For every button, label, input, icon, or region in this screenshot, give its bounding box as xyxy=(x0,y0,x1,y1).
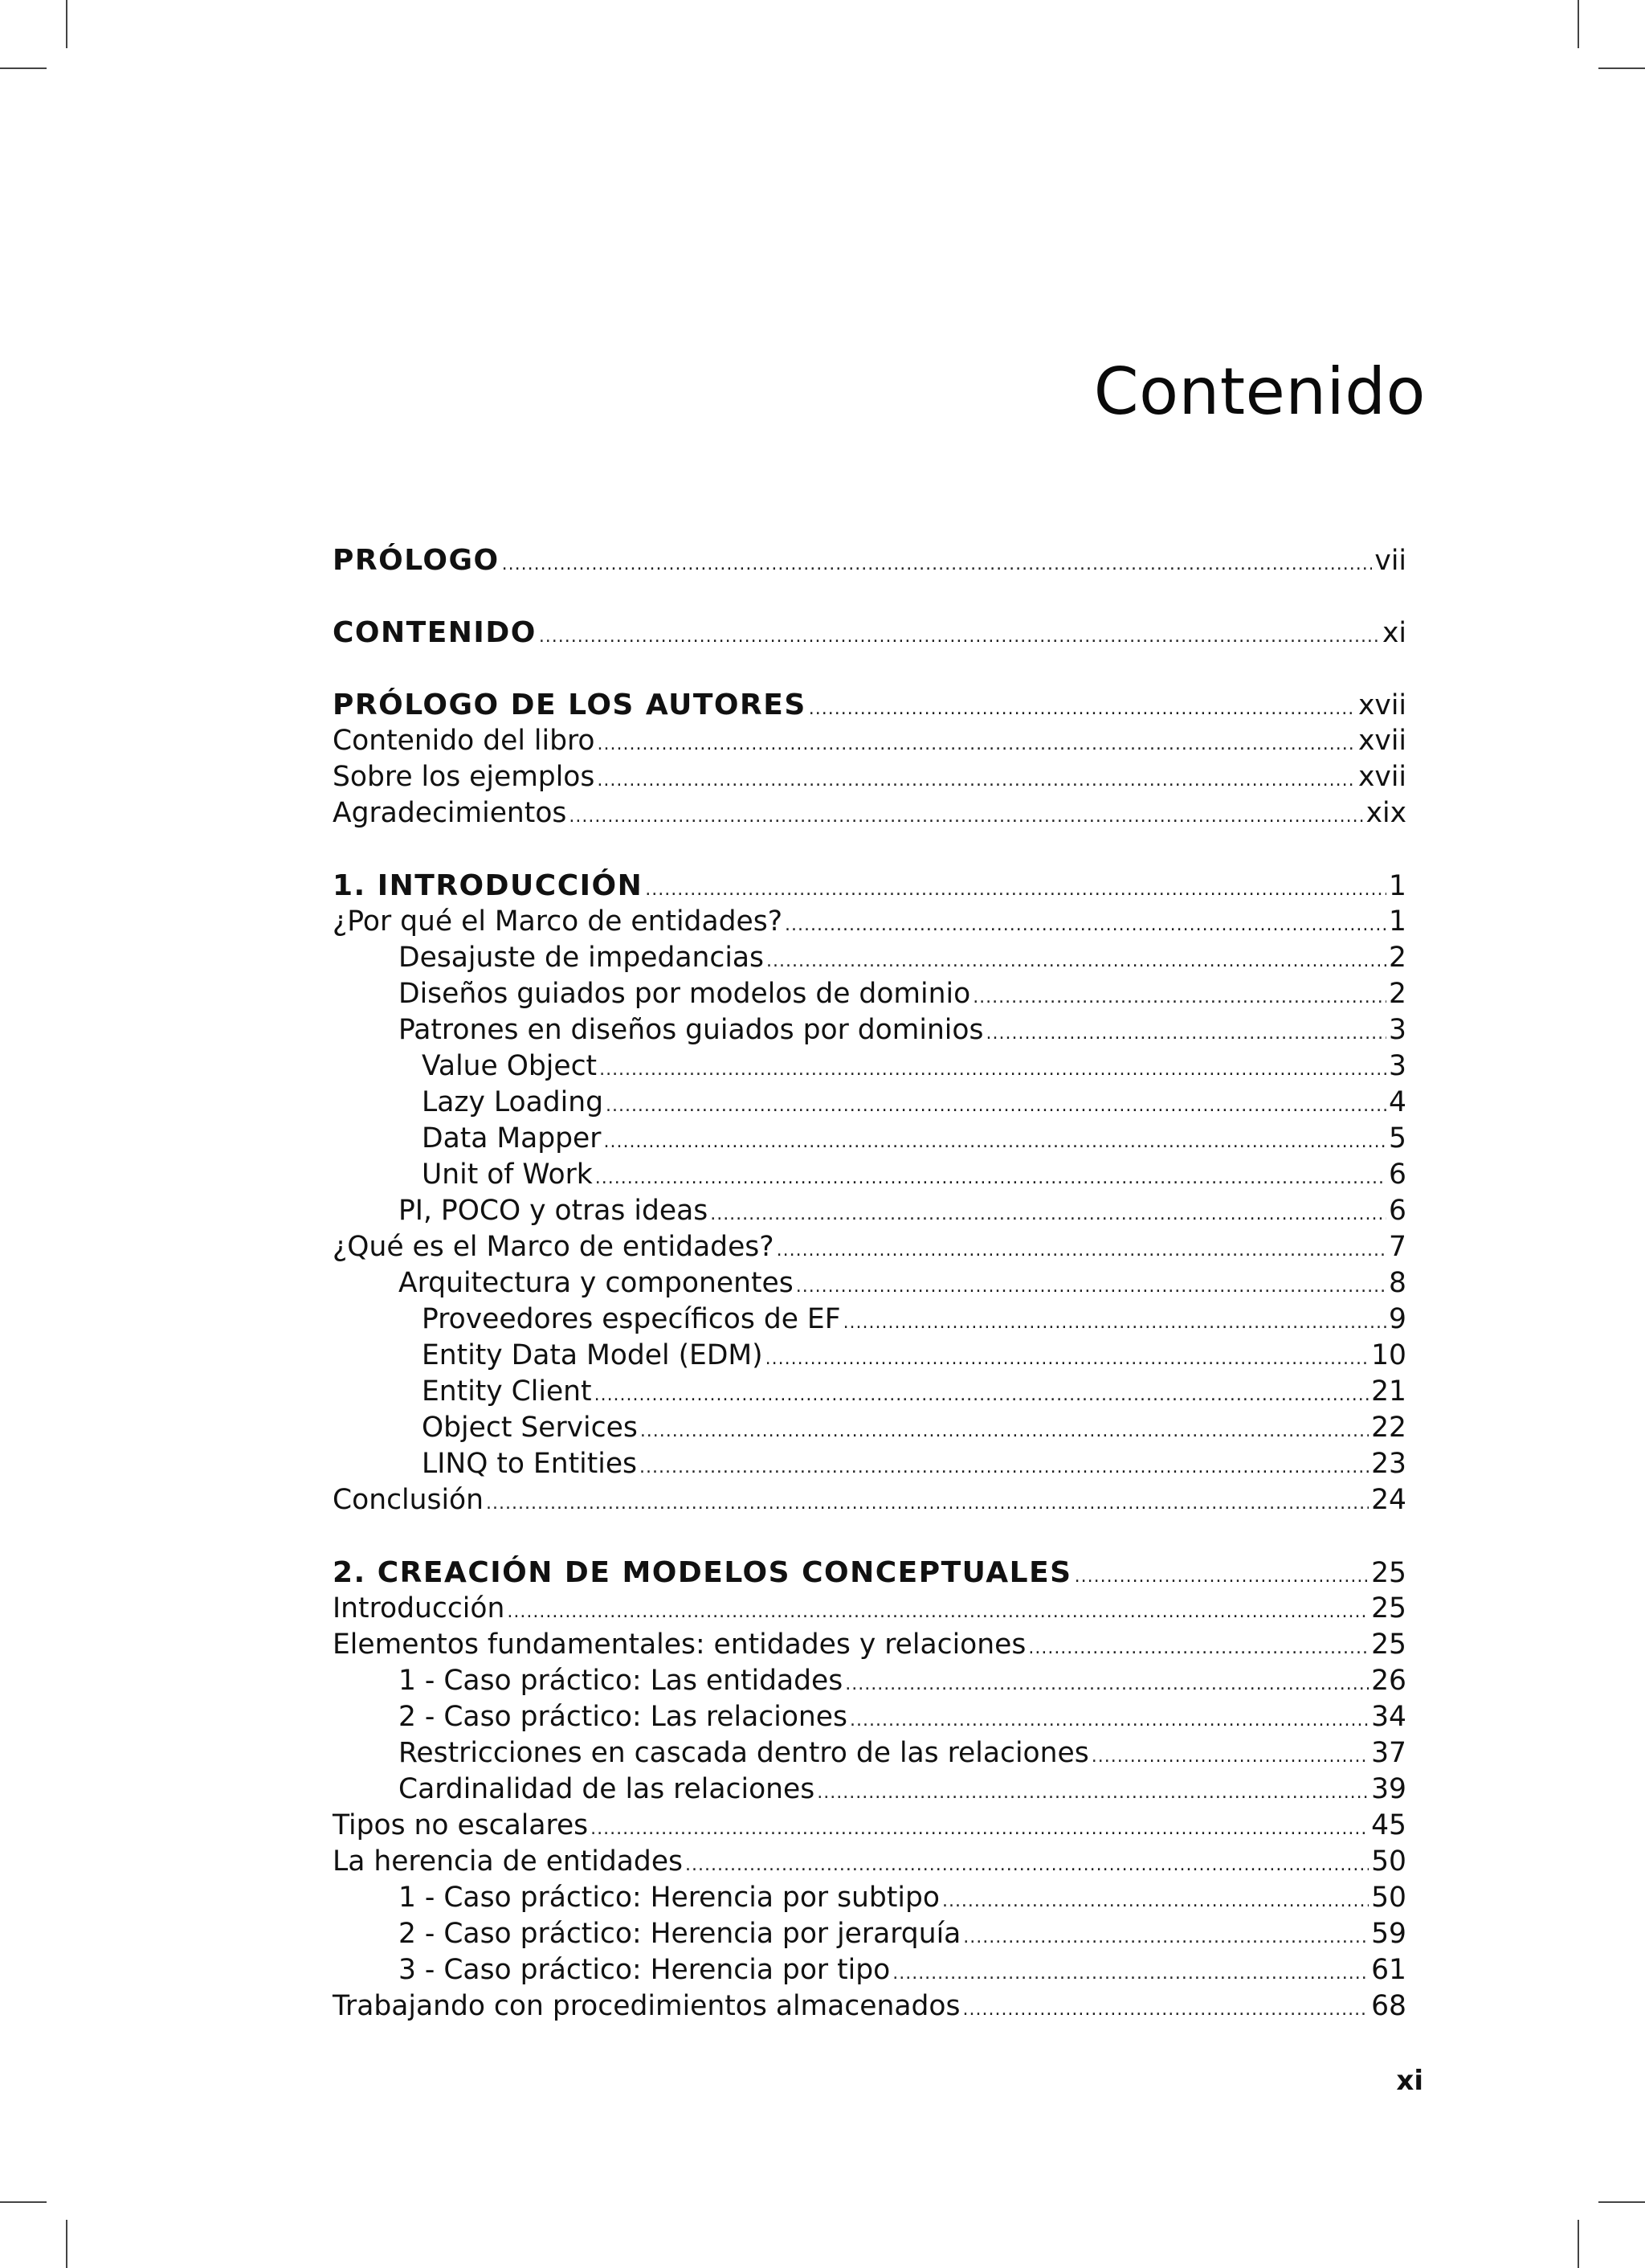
dot-leader xyxy=(502,546,1373,582)
toc-entry xyxy=(333,1808,1406,1844)
toc-entry-title: Arquitectura y componentes xyxy=(398,1267,794,1299)
toc-entry-page: 3 xyxy=(1389,1050,1406,1082)
toc-entry xyxy=(333,1121,1406,1157)
toc-entry-page: xvii xyxy=(1357,761,1406,793)
toc-entry-page: xi xyxy=(1382,617,1406,649)
toc-entry-title: Restricciones en cascada dentro de las relaciones xyxy=(398,1737,1089,1769)
toc-entry-title: Unit of Work xyxy=(422,1159,593,1191)
toc-entry xyxy=(333,1735,1406,1771)
toc-entry-page: 23 xyxy=(1371,1448,1406,1480)
dot-leader xyxy=(845,1666,1369,1702)
toc-entry xyxy=(333,1410,1406,1446)
dot-leader xyxy=(843,1305,1386,1341)
toc-entry-title: Value Object xyxy=(422,1050,598,1082)
toc-entry xyxy=(333,1844,1406,1880)
crop-mark xyxy=(0,2201,47,2203)
toc-entry-title: 1. INTRODUCCIÓN xyxy=(333,869,643,902)
dot-leader xyxy=(569,799,1363,835)
toc-entry-title: La herencia de entidades xyxy=(333,1845,684,1878)
toc-entry xyxy=(333,1952,1406,1988)
toc-entry xyxy=(333,976,1406,1012)
crop-mark xyxy=(1578,0,1579,48)
dot-leader xyxy=(963,1919,1369,1955)
dot-leader xyxy=(486,1485,1369,1522)
toc-entry xyxy=(333,1446,1406,1482)
toc-entry-page: 37 xyxy=(1371,1737,1406,1769)
toc-entry xyxy=(333,759,1406,795)
toc-entry xyxy=(333,1482,1406,1518)
toc-entry-page: 39 xyxy=(1371,1773,1406,1805)
dot-leader xyxy=(599,1052,1386,1088)
toc-entry-title: Elementos fundamentales: entidades y relaciones xyxy=(333,1628,1027,1661)
toc-entry-title: Tipos no escalares xyxy=(333,1809,589,1841)
dot-leader xyxy=(809,691,1356,727)
toc-entry-page: vii xyxy=(1374,545,1406,577)
toc-entry xyxy=(333,1663,1406,1699)
toc-entry-title: Diseños guiados por modelos de dominio xyxy=(398,978,971,1010)
toc-entry xyxy=(333,795,1406,832)
toc-entry-title: Entity Data Model (EDM) xyxy=(422,1339,763,1371)
toc-entry-page: 6 xyxy=(1389,1159,1406,1191)
toc-entry xyxy=(333,1699,1406,1735)
dot-leader xyxy=(817,1775,1369,1811)
crop-mark xyxy=(1578,2220,1579,2268)
dot-leader xyxy=(595,1160,1386,1196)
toc-entry xyxy=(333,1048,1406,1085)
toc-entry-title: Entity Client xyxy=(422,1375,592,1408)
toc-entry-page: 10 xyxy=(1371,1339,1406,1371)
toc-entry xyxy=(333,1627,1406,1663)
toc-entry xyxy=(333,1157,1406,1193)
toc-entry xyxy=(333,615,1406,651)
toc-entry xyxy=(333,1988,1406,2025)
toc-entry-title: Trabajando con procedimientos almacenados xyxy=(333,1990,961,2022)
dot-leader xyxy=(765,1341,1369,1377)
toc-entry-page: xvii xyxy=(1357,725,1406,757)
toc-entry-page: 25 xyxy=(1371,1628,1406,1661)
toc-entry xyxy=(333,1229,1406,1265)
toc-entry-page: 7 xyxy=(1389,1231,1406,1263)
dot-leader xyxy=(973,979,1386,1015)
table-of-contents xyxy=(333,542,1406,2025)
toc-entry-page: 50 xyxy=(1371,1845,1406,1878)
toc-entry xyxy=(333,1265,1406,1302)
toc-entry-page: 26 xyxy=(1371,1665,1406,1697)
toc-entry-title: ¿Por qué el Marco de entidades? xyxy=(333,905,783,938)
toc-entry-page: 22 xyxy=(1371,1412,1406,1444)
crop-mark xyxy=(1598,2201,1645,2203)
toc-entry-page: 59 xyxy=(1371,1918,1406,1950)
toc-entry-page: 4 xyxy=(1389,1086,1406,1118)
toc-entry-title: PRÓLOGO xyxy=(333,544,500,577)
toc-entry-title: PI, POCO y otras ideas xyxy=(398,1195,708,1227)
dot-leader xyxy=(594,1377,1369,1413)
toc-entry-title: 1 - Caso práctico: Las entidades xyxy=(398,1665,843,1697)
crop-mark xyxy=(1598,67,1645,69)
toc-entry-page: 50 xyxy=(1371,1882,1406,1914)
dot-leader xyxy=(645,872,1386,908)
toc-entry-page: 8 xyxy=(1389,1267,1406,1299)
dot-leader xyxy=(942,1883,1369,1919)
toc-entry-page: 21 xyxy=(1371,1375,1406,1408)
toc-entry-page: 25 xyxy=(1371,1557,1406,1589)
toc-entry xyxy=(333,687,1406,723)
toc-entry-page: 24 xyxy=(1371,1484,1406,1516)
toc-entry-title: Proveedores específicos de EF xyxy=(422,1303,841,1335)
toc-entry-title: Cardinalidad de las relaciones xyxy=(398,1773,815,1805)
toc-entry-title: 2. CREACIÓN DE MODELOS CONCEPTUALES xyxy=(333,1556,1072,1589)
toc-entry-title: 2 - Caso práctico: Herencia por jerarquía xyxy=(398,1918,961,1950)
toc-entry xyxy=(333,1302,1406,1338)
toc-entry-page: xix xyxy=(1365,797,1406,829)
dot-leader xyxy=(796,1269,1386,1305)
dot-leader xyxy=(710,1196,1386,1232)
dot-leader xyxy=(640,1413,1369,1449)
toc-entry-title: Conclusión xyxy=(333,1484,484,1516)
toc-entry xyxy=(333,868,1406,904)
toc-entry-page: 5 xyxy=(1389,1122,1406,1154)
toc-entry-page: 6 xyxy=(1389,1195,1406,1227)
toc-entry-title: Patrones en diseños guiados por dominios xyxy=(398,1014,984,1046)
toc-entry-page: 9 xyxy=(1389,1303,1406,1335)
toc-entry-page: 1 xyxy=(1389,870,1406,902)
crop-mark xyxy=(66,2220,67,2268)
dot-leader xyxy=(892,1955,1369,1992)
dot-leader xyxy=(603,1124,1386,1160)
dot-leader xyxy=(685,1847,1369,1883)
toc-entry-page: 68 xyxy=(1371,1990,1406,2022)
toc-entry-page: 2 xyxy=(1389,942,1406,974)
toc-entry-title: 1 - Caso práctico: Herencia por subtipo xyxy=(398,1882,940,1914)
toc-entry xyxy=(333,1338,1406,1374)
toc-entry-title: 2 - Caso práctico: Las relaciones xyxy=(398,1701,847,1733)
toc-entry-title: PRÓLOGO DE LOS AUTORES xyxy=(333,689,806,721)
dot-leader xyxy=(1028,1630,1369,1666)
toc-entry xyxy=(333,1012,1406,1048)
toc-entry xyxy=(333,723,1406,759)
toc-entry-page: 34 xyxy=(1371,1701,1406,1733)
toc-entry-page: 45 xyxy=(1371,1809,1406,1841)
toc-entry-title: 3 - Caso práctico: Herencia por tipo xyxy=(398,1954,891,1986)
toc-entry-title: Data Mapper xyxy=(422,1122,602,1154)
toc-entry-title: Sobre los ejemplos xyxy=(333,761,595,793)
toc-entry-title: LINQ to Entities xyxy=(422,1448,638,1480)
toc-entry-page: 61 xyxy=(1371,1954,1406,1986)
dot-leader xyxy=(1075,1559,1369,1595)
toc-entry-page: 2 xyxy=(1389,978,1406,1010)
toc-entry-title: Object Services xyxy=(422,1412,638,1444)
dot-leader xyxy=(606,1088,1386,1124)
dot-leader xyxy=(597,762,1356,799)
toc-entry xyxy=(333,1880,1406,1916)
crop-mark xyxy=(0,67,47,69)
toc-entry-page: 25 xyxy=(1371,1592,1406,1624)
toc-entry xyxy=(333,1555,1406,1591)
toc-entry xyxy=(333,1916,1406,1952)
toc-entry-page: 3 xyxy=(1389,1014,1406,1046)
toc-entry xyxy=(333,940,1406,976)
dot-leader xyxy=(850,1702,1369,1739)
dot-leader xyxy=(962,1992,1369,2028)
toc-entry-title: Agradecimientos xyxy=(333,797,567,829)
dot-leader xyxy=(1092,1739,1369,1775)
page-title: Contenido xyxy=(1093,353,1426,429)
toc-entry-title: CONTENIDO xyxy=(333,616,537,649)
page-number: xi xyxy=(1396,2065,1423,2097)
toc-entry-title: ¿Qué es el Marco de entidades? xyxy=(333,1231,774,1263)
dot-leader xyxy=(507,1594,1369,1630)
toc-entry xyxy=(333,904,1406,940)
toc-entry-page: 1 xyxy=(1389,905,1406,938)
toc-entry xyxy=(333,1085,1406,1121)
dot-leader xyxy=(777,1232,1386,1269)
toc-entry-page: xvii xyxy=(1357,689,1406,721)
toc-entry xyxy=(333,1374,1406,1410)
toc-entry xyxy=(333,1771,1406,1808)
dot-leader xyxy=(766,943,1386,979)
toc-entry xyxy=(333,1591,1406,1627)
toc-entry-title: Contenido del libro xyxy=(333,725,595,757)
dot-leader xyxy=(598,726,1356,762)
dot-leader xyxy=(539,619,1380,655)
dot-leader xyxy=(639,1449,1369,1485)
crop-mark xyxy=(66,0,67,48)
toc-entry-title: Lazy Loading xyxy=(422,1086,603,1118)
dot-leader xyxy=(590,1811,1369,1847)
toc-entry xyxy=(333,1193,1406,1229)
toc-entry-title: Introducción xyxy=(333,1592,505,1624)
toc-entry-title: Desajuste de impedancias xyxy=(398,942,765,974)
toc-entry xyxy=(333,542,1406,578)
dot-leader xyxy=(986,1015,1386,1052)
dot-leader xyxy=(785,907,1386,943)
